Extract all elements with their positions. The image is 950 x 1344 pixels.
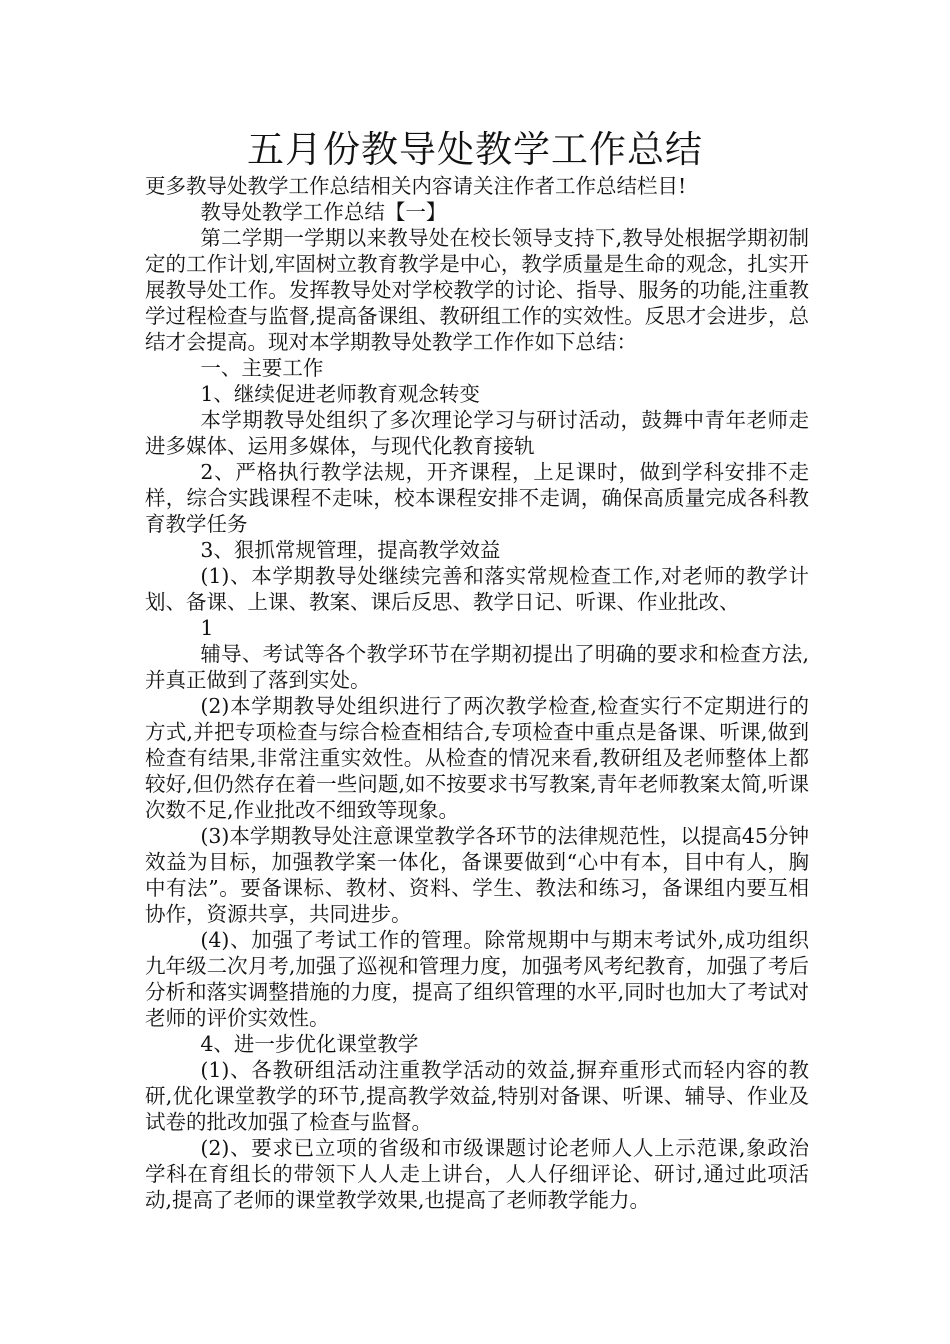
paragraph: (3)本学期教导处注意课堂教学各环节的法律规范性，以提高45分钟效益为目标，加强教学案一体化，备课要做到“心中有本，目中有人，胸中有法”。要备课标、教材、资料、学生、教法和练习，备课组内要互相协作，资源共享，共同进步。: [145, 824, 809, 926]
subheading: 4、进一步优化课堂教学: [200, 1032, 419, 1056]
paragraph: (2)本学期教导处组织进行了两次教学检查,检查实行不定期进行的方式,并把专项检查与综合检查相结合,专项检查中重点是备课、听课,做到检查有结果,非常注重实效性。从检查的情况来看,教研组及老师整体上都较好,但仍然存在着一些问题,如不按要求书写教案,青年老师教案太简,听课次数不足,作业批改不细致等现象。: [145, 694, 809, 822]
section-heading: 教导处教学工作总结【一】: [200, 200, 447, 224]
paragraph: 本学期教导处组织了多次理论学习与研讨活动，鼓舞中青年老师走进多媒体、运用多媒体，与现代化教育接轨: [145, 408, 809, 458]
paragraph: 辅导、考试等各个教学环节在学期初提出了明确的要求和检查方法,并真正做到了落到实处。: [145, 642, 809, 692]
subheading: 3、狠抓常规管理，提高教学效益: [200, 538, 501, 562]
paragraph: (1)、本学期教导处继续完善和落实常规检查工作,对老师的教学计划、备课、上课、教案、课后反思、教学日记、听课、作业批改、: [145, 564, 809, 614]
document-title: 五月份教导处教学工作总结: [247, 128, 703, 171]
paragraph: (2)、要求已立项的省级和市级课题讨论老师人人上示范课,象政治学科在育组长的带领下人人走上讲台，人人仔细评论、研讨,通过此项活动,提高了老师的课堂教学效果,也提高了老师教学能力。: [145, 1136, 809, 1212]
document-body: [145, 173, 809, 1213]
paragraph: (4)、加强了考试工作的管理。除常规期中与期末考试外,成功组织九年级二次月考,加强了巡视和管理力度，加强考风考纪教育，加强了考后分析和落实调整措施的力度，提高了组织管理的水平,同时也加大了考试对老师的评价实效性。: [145, 928, 809, 1030]
section-heading: 一、主要工作: [200, 356, 324, 380]
paragraph: 2、严格执行教学法规，开齐课程，上足课时，做到学科安排不走样，综合实践课程不走味，校本课程安排不走调，确保高质量完成各科教育教学任务: [145, 460, 809, 536]
intro-note: 更多教导处教学工作总结相关内容请关注作者工作总结栏目!: [145, 174, 687, 198]
page-number: 1: [200, 616, 214, 640]
paragraph: (1)、各教研组活动注重教学活动的效益,摒弃重形式而轻内容的教研,优化课堂教学的环节,提高教学效益,特别对备课、听课、辅导、作业及试卷的批改加强了检查与监督。: [145, 1058, 809, 1134]
paragraph: 第二学期一学期以来教导处在校长领导支持下,教导处根据学期初制定的工作计划,牢固树立教育教学是中心，教学质量是生命的观念，扎实开展教导处工作。发挥教导处对学校教学的讨论、指导、服务的功能,注重教学过程检查与监督,提高备课组、教研组工作的实效性。反思才会进步，总结才会提高。现对本学期教导处教学工作作如下总结：: [145, 226, 809, 354]
subheading: 1、继续促进老师教育观念转变: [200, 382, 480, 406]
